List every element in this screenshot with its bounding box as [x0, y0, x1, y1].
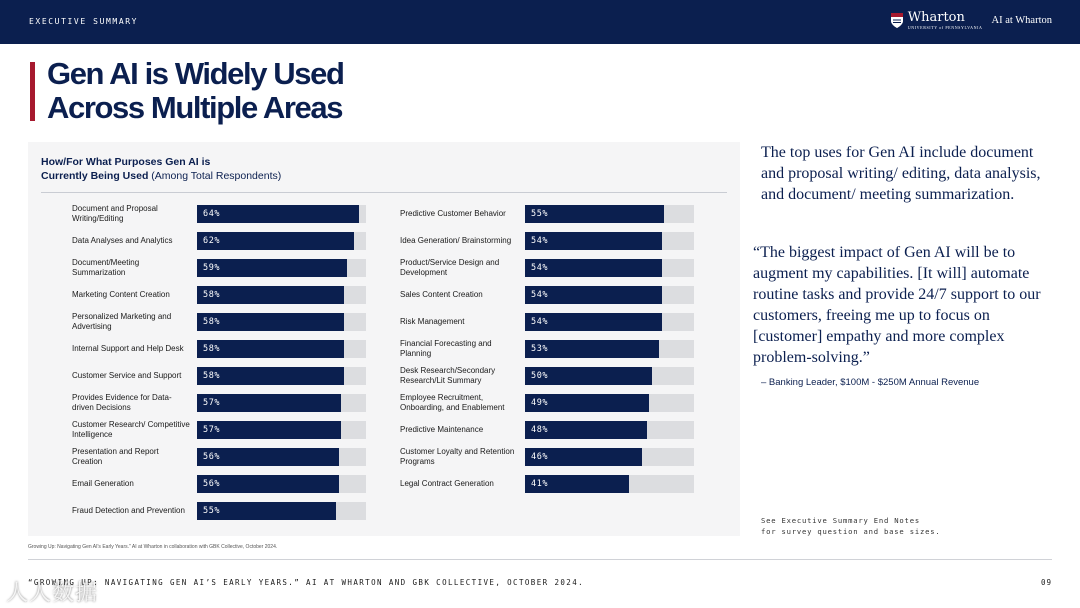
footer-divider	[28, 559, 1052, 560]
brand-wordmark	[908, 11, 983, 30]
bar-label: Legal Contract Generation	[400, 479, 494, 488]
bar-row	[72, 312, 372, 332]
chart-title-line1: How/For What Purposes Gen AI is	[41, 156, 211, 168]
bar-track	[525, 475, 694, 493]
bar-track	[197, 475, 366, 493]
bar-value-label: 41%	[531, 479, 549, 489]
bar-label: Marketing Content Creation	[72, 290, 170, 299]
quote-attribution: – Banking Leader, $100M - $250M Annual Revenue	[761, 377, 980, 388]
bar-track	[197, 232, 366, 250]
bar	[197, 205, 359, 223]
bar-value-label: 58%	[203, 371, 221, 381]
bar-label: Idea Generation/ Brainstorming	[400, 236, 512, 245]
bar	[525, 232, 662, 250]
bar	[525, 313, 662, 331]
bar-label: Employee Recruitment, Onboarding, and Enablement	[400, 393, 505, 412]
bar-label: Predictive Customer Behavior	[400, 209, 506, 218]
bar-row	[400, 447, 700, 467]
bar	[197, 313, 344, 331]
bar-value-label: 46%	[531, 452, 549, 462]
bar-track	[197, 502, 366, 520]
bar-label: Financial Forecasting and Planning	[400, 339, 492, 358]
bar-track	[525, 205, 694, 223]
bar-row	[400, 231, 700, 251]
bar	[197, 448, 339, 466]
bar-row	[400, 393, 700, 413]
bar-label: Product/Service Design and Development	[400, 258, 500, 277]
bar-row	[400, 474, 700, 494]
bar-value-label: 58%	[203, 317, 221, 327]
bar-track	[525, 448, 694, 466]
bar	[197, 502, 336, 520]
bar-label: Document/Meeting Summarization	[72, 258, 140, 277]
endnote-line2: for survey question and base sizes.	[761, 527, 941, 536]
bar-track	[197, 340, 366, 358]
bar-value-label: 54%	[531, 263, 549, 273]
page-title-line2: Across Multiple Areas	[47, 90, 343, 125]
section-label: EXECUTIVE SUMMARY	[29, 17, 139, 26]
bar-row	[400, 204, 700, 224]
chart-subtitle: (Among Total Respondents)	[148, 170, 282, 182]
page-title-line1: Gen AI is Widely Used	[47, 56, 344, 91]
bar-value-label: 58%	[203, 290, 221, 300]
bar-label: Presentation and Report Creation	[72, 447, 159, 466]
bar	[197, 232, 354, 250]
bar-label: Fraud Detection and Prevention	[72, 506, 185, 515]
bar-value-label: 54%	[531, 317, 549, 327]
bar-row	[400, 312, 700, 332]
header-bar	[0, 0, 1080, 44]
bar	[525, 448, 642, 466]
bar-track	[197, 367, 366, 385]
bar-row	[72, 447, 372, 467]
bar-track	[525, 286, 694, 304]
endnote	[761, 515, 991, 537]
bar	[197, 394, 341, 412]
bar-label: Sales Content Creation	[400, 290, 483, 299]
bar-value-label: 62%	[203, 236, 221, 246]
bar-value-label: 48%	[531, 425, 549, 435]
bar-track	[525, 340, 694, 358]
brand-logo	[890, 11, 1052, 30]
bar	[525, 259, 662, 277]
bar-value-label: 50%	[531, 371, 549, 381]
quote-text: “The biggest impact of Gen AI will be to augment my capabilities. [It will] automate routine tasks and provide 24/7 support to our customers, freeing me up to focus on [customer] empathy and more complex problem-solving.”	[753, 244, 1041, 366]
bar-label: Customer Loyalty and Retention Programs	[400, 447, 515, 466]
bar-label: Data Analyses and Analytics	[72, 236, 173, 245]
bar-value-label: 59%	[203, 263, 221, 273]
title-accent-bar	[30, 62, 35, 121]
bar-label: Document and Proposal Writing/Editing	[72, 204, 158, 223]
bar-track	[197, 259, 366, 277]
bar	[525, 205, 664, 223]
bar-track	[197, 448, 366, 466]
bar-value-label: 58%	[203, 344, 221, 354]
bar-label: Risk Management	[400, 317, 465, 326]
bar-row	[72, 258, 372, 278]
bar	[197, 286, 344, 304]
page-number: 09	[1040, 578, 1052, 587]
source-note: Growing Up: Navigating Gen AI's Early Years." AI at Wharton in collaboration with GBK Collective, October 2024.	[28, 544, 278, 550]
bar	[197, 340, 344, 358]
bar-row	[400, 366, 700, 386]
brand-tag: AI at Wharton	[991, 15, 1052, 26]
bar-label: Personalized Marketing and Advertising	[72, 312, 172, 331]
bar-row	[400, 339, 700, 359]
bar-value-label: 57%	[203, 425, 221, 435]
bar-track	[197, 205, 366, 223]
bar	[525, 394, 649, 412]
bar-label: Customer Service and Support	[72, 371, 182, 380]
bar-label: Provides Evidence for Data-driven Decisions	[72, 393, 172, 412]
bar-value-label: 53%	[531, 344, 549, 354]
bar-label: Predictive Maintenance	[400, 425, 484, 434]
shield-icon	[890, 12, 904, 29]
chart-divider	[41, 192, 727, 193]
bar-row	[72, 204, 372, 224]
bar-row	[400, 258, 700, 278]
endnote-line1: See Executive Summary End Notes	[761, 516, 920, 525]
bar-row	[400, 285, 700, 305]
bar	[525, 421, 647, 439]
bar-row	[72, 501, 372, 521]
footer-citation: “GROWING UP: NAVIGATING GEN AI’S EARLY YEARS.” AI AT WHARTON AND GBK COLLECTIVE, OCTOBER 2024.	[28, 578, 585, 587]
bar	[197, 475, 339, 493]
chart-title-line2: Currently Being Used	[41, 170, 149, 182]
bar-track	[525, 259, 694, 277]
bar-row	[72, 420, 372, 440]
bar-label: Desk Research/Secondary Research/Lit Summary	[400, 366, 496, 385]
bar-row	[72, 231, 372, 251]
bar-track	[525, 232, 694, 250]
bar	[197, 367, 344, 385]
bar-track	[197, 394, 366, 412]
page-title	[47, 57, 467, 125]
chart-panel	[28, 142, 740, 536]
bar-row	[72, 339, 372, 359]
bar	[525, 340, 659, 358]
summary-text: The top uses for Gen AI include document and proposal writing/ editing, data analysis, and document/ meeting summarization.	[761, 144, 1041, 203]
brand-name: Wharton	[907, 10, 965, 25]
bar	[525, 286, 662, 304]
bar-track	[197, 313, 366, 331]
bar-row	[72, 366, 372, 386]
bar	[525, 367, 652, 385]
bar-track	[525, 421, 694, 439]
bar-label: Internal Support and Help Desk	[72, 344, 184, 353]
bar-value-label: 49%	[531, 398, 549, 408]
bar-value-label: 55%	[203, 506, 221, 516]
bar-track	[525, 394, 694, 412]
bar	[197, 421, 341, 439]
bar-label: Customer Research/ Competitive Intelligence	[72, 420, 190, 439]
bar-value-label: 56%	[203, 452, 221, 462]
bar-label: Email Generation	[72, 479, 134, 488]
bar	[525, 475, 629, 493]
bar-value-label: 54%	[531, 290, 549, 300]
bar-row	[72, 393, 372, 413]
chart-title	[41, 155, 281, 183]
watermark: 人人数据	[6, 580, 99, 605]
bar-track	[197, 286, 366, 304]
brand-sub: UNIVERSITY of PENNSYLVANIA	[907, 25, 983, 30]
bar-value-label: 56%	[203, 479, 221, 489]
bar-value-label: 54%	[531, 236, 549, 246]
bar-track	[525, 313, 694, 331]
bar-row	[72, 474, 372, 494]
bar-row	[400, 420, 700, 440]
bar-value-label: 57%	[203, 398, 221, 408]
bar-track	[197, 421, 366, 439]
bar-row	[72, 285, 372, 305]
bar-value-label: 64%	[203, 209, 221, 219]
bar-track	[525, 367, 694, 385]
bar-value-label: 55%	[531, 209, 549, 219]
bar	[197, 259, 347, 277]
